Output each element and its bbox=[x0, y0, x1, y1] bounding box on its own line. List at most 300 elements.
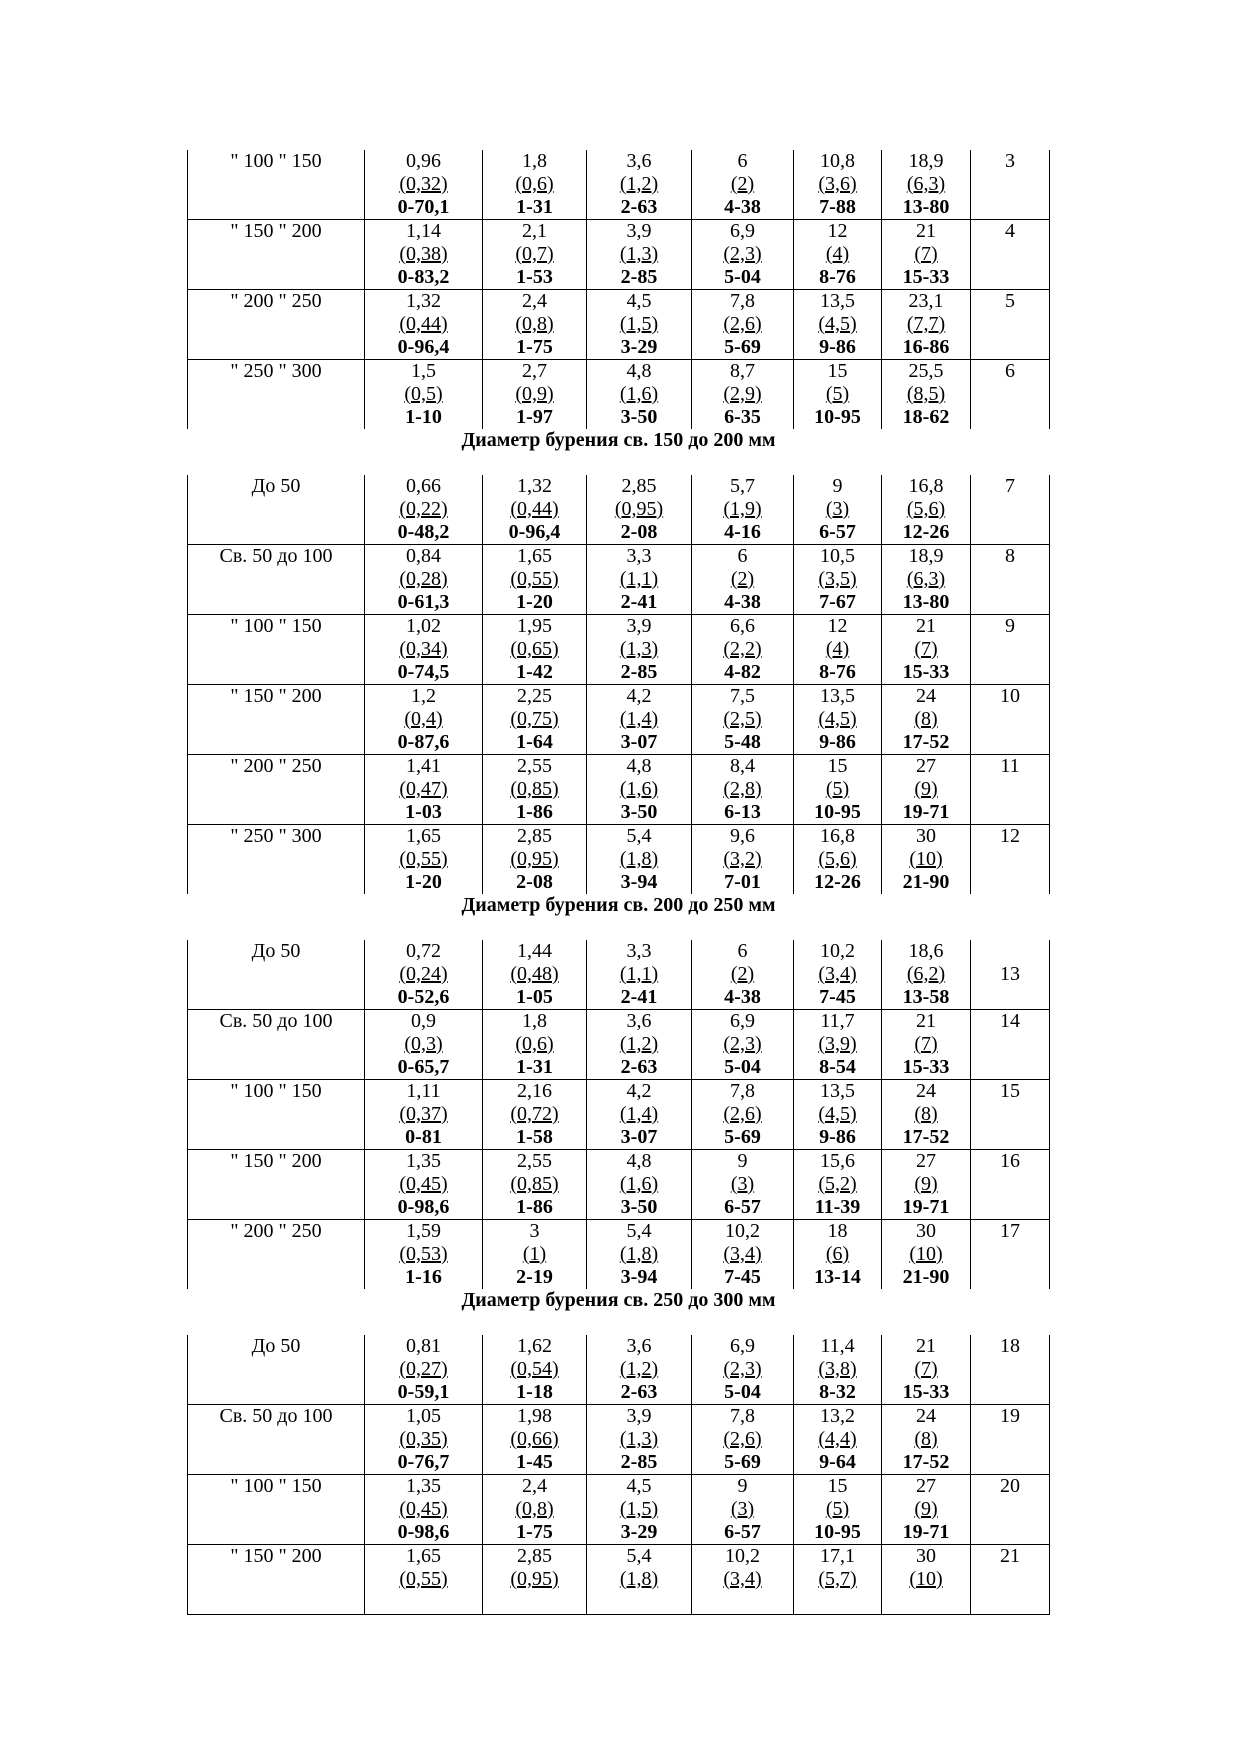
rate-cell bbox=[587, 220, 692, 290]
table-row bbox=[188, 475, 1050, 545]
rate-value-parenthesized: (0,28) bbox=[399, 568, 448, 590]
rate-value: 27 bbox=[916, 755, 936, 777]
row-number: 19 bbox=[1000, 1405, 1020, 1427]
row-number: 18 bbox=[1000, 1335, 1020, 1357]
rate-cell bbox=[882, 1335, 971, 1405]
row-number-cell bbox=[971, 1405, 1050, 1475]
rate-price: 1-86 bbox=[516, 801, 553, 823]
row-number: 20 bbox=[1000, 1475, 1020, 1497]
rate-value: 2,55 bbox=[517, 1150, 552, 1172]
rate-value-parenthesized: (2,3) bbox=[723, 243, 762, 265]
rate-value-parenthesized: (0,38) bbox=[399, 243, 448, 265]
depth-range-cell: " 100 " 150 bbox=[188, 615, 365, 685]
rate-value: 10,2 bbox=[725, 1545, 760, 1567]
rate-value: 3,9 bbox=[626, 1405, 652, 1427]
rate-cell bbox=[365, 755, 483, 825]
rate-price: 5-48 bbox=[724, 731, 761, 753]
rate-value-parenthesized: (1,9) bbox=[723, 498, 762, 520]
rate-price: 6-57 bbox=[724, 1521, 761, 1543]
rate-price: 3-29 bbox=[620, 1521, 658, 1543]
rate-value-parenthesized: (4) bbox=[825, 243, 850, 265]
rate-value: 6 bbox=[737, 150, 748, 172]
rate-price: 1-42 bbox=[516, 661, 553, 683]
rate-cell bbox=[587, 1335, 692, 1405]
rate-price: 0-76,7 bbox=[397, 1451, 450, 1473]
rate-value: 4,5 bbox=[626, 1475, 652, 1497]
rate-value: 2,4 bbox=[522, 290, 547, 312]
row-number: 15 bbox=[1000, 1080, 1020, 1102]
rate-value: 1,62 bbox=[517, 1335, 552, 1357]
rate-price: 1-20 bbox=[405, 871, 442, 893]
depth-range-cell: " 100 " 150 bbox=[188, 150, 365, 220]
rate-cell bbox=[882, 685, 971, 755]
rate-value: 21 bbox=[916, 1335, 936, 1357]
rate-value: 4,8 bbox=[626, 755, 652, 777]
rate-price: 0-98,6 bbox=[397, 1196, 450, 1218]
rate-value: 13,5 bbox=[820, 1080, 855, 1102]
rate-value: 0,84 bbox=[406, 545, 441, 567]
rate-price: 3-29 bbox=[620, 336, 658, 358]
rate-value: 0,72 bbox=[406, 940, 441, 962]
rate-value: 9 bbox=[737, 1475, 748, 1497]
rate-price: 1-64 bbox=[516, 731, 553, 753]
rate-value-parenthesized: (6) bbox=[825, 1243, 850, 1265]
rate-cell bbox=[365, 825, 483, 895]
rate-value: 15 bbox=[827, 1475, 848, 1497]
rate-value: 2,55 bbox=[517, 755, 552, 777]
rate-price: 12-26 bbox=[814, 871, 861, 893]
rate-value: 4,8 bbox=[626, 1150, 652, 1172]
rate-value-parenthesized: (7) bbox=[914, 1358, 938, 1380]
rate-value-parenthesized: (0,55) bbox=[399, 848, 448, 870]
rate-cell bbox=[483, 825, 587, 895]
rate-cell bbox=[882, 545, 971, 615]
row-number: 8 bbox=[1005, 545, 1015, 567]
table-row bbox=[188, 1010, 1050, 1080]
rate-cell bbox=[794, 1150, 882, 1220]
row-number-cell bbox=[971, 615, 1050, 685]
rate-cell bbox=[692, 1010, 794, 1080]
rate-price: 7-45 bbox=[819, 986, 856, 1008]
rate-cell bbox=[692, 685, 794, 755]
rate-value-parenthesized: (0,5) bbox=[404, 383, 443, 405]
rate-cell bbox=[587, 290, 692, 360]
depth-range-cell: Св. 50 до 100 bbox=[188, 545, 365, 615]
rate-value: 8,7 bbox=[730, 360, 755, 382]
rate-value-parenthesized: (5) bbox=[825, 1498, 850, 1520]
rate-value: 18,6 bbox=[908, 940, 944, 962]
rate-value-parenthesized: (0,35) bbox=[399, 1428, 448, 1450]
rate-price: 3-07 bbox=[620, 1126, 658, 1148]
rate-cell bbox=[692, 1080, 794, 1150]
rate-cell bbox=[483, 755, 587, 825]
rate-price: 1-20 bbox=[516, 591, 553, 613]
row-number: 5 bbox=[1005, 290, 1015, 312]
rate-value-parenthesized: (1,8) bbox=[619, 848, 659, 870]
rate-value: 4,5 bbox=[626, 290, 652, 312]
rate-cell bbox=[587, 685, 692, 755]
rate-price: 15-33 bbox=[902, 266, 950, 288]
rate-cell bbox=[587, 940, 692, 1010]
rate-value-parenthesized: (1,4) bbox=[619, 1103, 659, 1125]
rate-cell bbox=[794, 1405, 882, 1475]
rate-value-parenthesized: (2,8) bbox=[723, 778, 762, 800]
rate-cell bbox=[692, 755, 794, 825]
rate-price: 5-04 bbox=[724, 266, 761, 288]
rate-value-parenthesized: (0,47) bbox=[399, 778, 448, 800]
depth-range-cell: " 150 " 200 bbox=[188, 220, 365, 290]
rate-value: 15,6 bbox=[820, 1150, 855, 1172]
rate-price: 0-61,3 bbox=[397, 591, 450, 613]
table-row bbox=[188, 545, 1050, 615]
rate-value-parenthesized: (6,2) bbox=[906, 963, 946, 985]
rate-value: 6,9 bbox=[730, 220, 755, 242]
rate-cell bbox=[794, 1220, 882, 1290]
rate-price: 2-63 bbox=[620, 196, 658, 218]
rate-cell bbox=[692, 290, 794, 360]
rate-price: 15-33 bbox=[902, 1381, 950, 1403]
rate-value-parenthesized: (6,3) bbox=[906, 173, 946, 195]
rate-cell bbox=[794, 825, 882, 895]
rate-price: 19-71 bbox=[902, 1196, 950, 1218]
rate-cell bbox=[587, 825, 692, 895]
rate-cell bbox=[365, 1335, 483, 1405]
depth-range-cell: " 200 " 250 bbox=[188, 290, 365, 360]
rate-cell bbox=[882, 220, 971, 290]
rate-value: 13,5 bbox=[820, 685, 855, 707]
rate-cell bbox=[692, 1150, 794, 1220]
rate-cell bbox=[483, 545, 587, 615]
rate-price: 5-04 bbox=[724, 1381, 761, 1403]
rate-value: 4,8 bbox=[626, 360, 652, 382]
row-number: 16 bbox=[1000, 1150, 1020, 1172]
table-row bbox=[188, 615, 1050, 685]
rate-cell bbox=[692, 825, 794, 895]
rate-value-parenthesized: (3,4) bbox=[818, 963, 857, 985]
rate-value-parenthesized: (1,2) bbox=[619, 173, 659, 195]
rate-value: 2,85 bbox=[621, 475, 657, 497]
rate-cell bbox=[882, 360, 971, 430]
rate-value-parenthesized: (3,4) bbox=[723, 1568, 762, 1590]
rate-price: 7-45 bbox=[724, 1266, 761, 1288]
rate-cell bbox=[692, 545, 794, 615]
rate-value-parenthesized: (2,2) bbox=[723, 638, 762, 660]
rate-cell bbox=[365, 290, 483, 360]
rate-cell bbox=[365, 1545, 483, 1615]
rate-value: 10,8 bbox=[820, 150, 855, 172]
rate-cell bbox=[692, 220, 794, 290]
rate-value-parenthesized: (2) bbox=[730, 568, 755, 590]
rate-value-parenthesized: (9) bbox=[914, 1173, 938, 1195]
rate-cell bbox=[882, 150, 971, 220]
rate-value-parenthesized: (0,95) bbox=[510, 848, 559, 870]
rate-cell bbox=[483, 475, 587, 545]
rate-price bbox=[692, 1591, 793, 1614]
rate-value: 15 bbox=[827, 755, 848, 777]
rate-price: 5-69 bbox=[724, 336, 761, 358]
rate-value-parenthesized: (2,9) bbox=[723, 383, 762, 405]
depth-range-cell: " 150 " 200 bbox=[188, 685, 365, 755]
rate-value-parenthesized: (0,4) bbox=[404, 708, 443, 730]
rate-cell bbox=[794, 220, 882, 290]
rate-cell bbox=[587, 545, 692, 615]
rate-price: 5-69 bbox=[724, 1126, 761, 1148]
rate-price: 15-33 bbox=[902, 661, 950, 683]
rate-price: 1-16 bbox=[405, 1266, 442, 1288]
rate-price: 17-52 bbox=[902, 1126, 950, 1148]
rate-value-parenthesized: (2,6) bbox=[723, 1428, 762, 1450]
table-row bbox=[188, 1150, 1050, 1220]
row-number-cell bbox=[971, 1010, 1050, 1080]
rate-value-parenthesized: (0,75) bbox=[510, 708, 559, 730]
rate-value: 2,85 bbox=[517, 1545, 552, 1567]
rate-value: 1,65 bbox=[406, 1545, 441, 1567]
rate-value-parenthesized: (4,5) bbox=[818, 313, 857, 335]
rate-value-parenthesized: (2) bbox=[730, 173, 755, 195]
rate-price: 10-95 bbox=[814, 406, 861, 428]
rate-cell bbox=[365, 1080, 483, 1150]
rate-value-parenthesized: (0,85) bbox=[510, 1173, 559, 1195]
rate-value: 24 bbox=[916, 685, 936, 707]
rate-value: 5,4 bbox=[626, 1545, 652, 1567]
rate-cell bbox=[365, 615, 483, 685]
rate-value-parenthesized: (1,5) bbox=[619, 313, 659, 335]
rate-value: 9 bbox=[737, 1150, 748, 1172]
row-number: 11 bbox=[1000, 755, 1020, 777]
rate-value: 2,1 bbox=[522, 220, 547, 242]
depth-range-cell: " 200 " 250 bbox=[188, 1220, 365, 1290]
rate-price: 4-38 bbox=[724, 196, 761, 218]
rate-cell bbox=[692, 1545, 794, 1615]
rate-cell bbox=[882, 475, 971, 545]
rate-value: 21 bbox=[916, 220, 936, 242]
rate-value: 24 bbox=[916, 1405, 936, 1427]
rate-price: 10-95 bbox=[814, 801, 861, 823]
rate-cell bbox=[882, 615, 971, 685]
rate-value-parenthesized: (0,3) bbox=[404, 1033, 443, 1055]
rate-value-parenthesized: (5,6) bbox=[818, 848, 857, 870]
rate-value-parenthesized: (0,44) bbox=[510, 498, 559, 520]
rate-cell bbox=[587, 150, 692, 220]
rate-value-parenthesized: (2,5) bbox=[723, 708, 762, 730]
rate-price bbox=[587, 1591, 691, 1614]
rate-price: 1-75 bbox=[516, 1521, 553, 1543]
rate-price: 18-62 bbox=[902, 406, 950, 428]
section-heading: Диаметр бурения св. 150 до 200 мм bbox=[461, 429, 776, 451]
rate-cell bbox=[794, 685, 882, 755]
rate-cell bbox=[365, 685, 483, 755]
rate-cell bbox=[365, 150, 483, 220]
row-number-cell bbox=[971, 755, 1050, 825]
rate-value-parenthesized: (0,32) bbox=[399, 173, 448, 195]
rate-value-parenthesized: (7,7) bbox=[906, 313, 946, 335]
rate-value-parenthesized: (0,6) bbox=[515, 173, 554, 195]
rate-value: 13,5 bbox=[820, 290, 855, 312]
rate-price: 13-14 bbox=[814, 1266, 861, 1288]
rate-value-parenthesized: (1,3) bbox=[619, 638, 659, 660]
rate-value: 1,35 bbox=[406, 1475, 441, 1497]
rate-price: 13-80 bbox=[902, 196, 950, 218]
section-heading-row bbox=[188, 1289, 1050, 1335]
rate-cell bbox=[365, 1150, 483, 1220]
depth-range-cell: " 250 " 300 bbox=[188, 360, 365, 430]
rate-value: 30 bbox=[916, 825, 936, 847]
rate-value-parenthesized: (1) bbox=[522, 1243, 547, 1265]
rate-cell bbox=[365, 1405, 483, 1475]
rate-cell bbox=[365, 220, 483, 290]
rate-value-parenthesized: (1,1) bbox=[619, 568, 659, 590]
rate-price: 6-57 bbox=[724, 1196, 761, 1218]
rate-price: 1-10 bbox=[405, 406, 442, 428]
rate-price: 2-41 bbox=[620, 591, 658, 613]
rate-cell bbox=[794, 1080, 882, 1150]
rate-price: 0-83,2 bbox=[397, 266, 450, 288]
row-number-cell bbox=[971, 940, 1050, 1010]
rate-cell bbox=[587, 755, 692, 825]
rate-value-parenthesized: (0,34) bbox=[399, 638, 448, 660]
rate-cell bbox=[483, 1150, 587, 1220]
rate-price: 1-58 bbox=[516, 1126, 553, 1148]
table-row bbox=[188, 220, 1050, 290]
rate-value: 1,95 bbox=[517, 615, 552, 637]
rate-price: 2-08 bbox=[620, 521, 658, 543]
rate-value: 4,2 bbox=[626, 1080, 652, 1102]
table-row bbox=[188, 360, 1050, 430]
rates-table bbox=[187, 150, 1050, 1615]
rate-value: 18,9 bbox=[908, 150, 944, 172]
rate-value: 1,8 bbox=[522, 1010, 547, 1032]
rate-cell bbox=[794, 545, 882, 615]
rate-price: 1-97 bbox=[516, 406, 553, 428]
rate-value-parenthesized: (9) bbox=[914, 1498, 938, 1520]
rate-value: 18,9 bbox=[908, 545, 944, 567]
rate-value: 17,1 bbox=[820, 1545, 855, 1567]
rate-value-parenthesized: (0,48) bbox=[510, 963, 559, 985]
rate-cell bbox=[365, 475, 483, 545]
rate-price: 0-74,5 bbox=[397, 661, 450, 683]
rate-cell bbox=[365, 360, 483, 430]
rate-value: 11,7 bbox=[820, 1010, 855, 1032]
rate-price: 2-19 bbox=[516, 1266, 553, 1288]
rate-cell bbox=[587, 1010, 692, 1080]
rate-value-parenthesized: (8) bbox=[914, 1103, 938, 1125]
rate-value-parenthesized: (5,6) bbox=[906, 498, 946, 520]
rate-value-parenthesized: (3,9) bbox=[818, 1033, 857, 1055]
rate-value: 3 bbox=[529, 1220, 540, 1242]
section-heading-row bbox=[188, 429, 1050, 475]
rate-value-parenthesized: (0,95) bbox=[510, 1568, 559, 1590]
rate-price: 10-95 bbox=[814, 1521, 861, 1543]
rate-value: 1,44 bbox=[517, 940, 552, 962]
depth-range-cell: " 200 " 250 bbox=[188, 755, 365, 825]
rate-price: 5-69 bbox=[724, 1451, 761, 1473]
rate-value: 10,2 bbox=[820, 940, 855, 962]
rate-price: 1-05 bbox=[516, 986, 553, 1008]
rate-cell bbox=[587, 1080, 692, 1150]
row-number: 14 bbox=[1000, 1010, 1020, 1032]
rate-value-parenthesized: (5) bbox=[825, 383, 850, 405]
rate-cell bbox=[483, 1010, 587, 1080]
table-row bbox=[188, 755, 1050, 825]
section-heading: Диаметр бурения св. 250 до 300 мм bbox=[461, 1289, 776, 1311]
rate-value: 7,5 bbox=[730, 685, 755, 707]
rate-value-parenthesized: (1,6) bbox=[619, 778, 659, 800]
rate-value-parenthesized: (0,85) bbox=[510, 778, 559, 800]
rate-value-parenthesized: (3,6) bbox=[818, 173, 857, 195]
rate-value: 6 bbox=[737, 545, 748, 567]
row-number: 13 bbox=[1000, 963, 1020, 985]
rate-value-parenthesized: (1,2) bbox=[619, 1358, 659, 1380]
rate-value: 21 bbox=[916, 1010, 936, 1032]
rate-cell bbox=[882, 1150, 971, 1220]
rate-value-parenthesized: (3,4) bbox=[723, 1243, 762, 1265]
rate-value-parenthesized: (3,8) bbox=[818, 1358, 857, 1380]
row-number-cell bbox=[971, 360, 1050, 430]
rate-value: 1,5 bbox=[411, 360, 436, 382]
rate-cell bbox=[365, 940, 483, 1010]
rate-value: 10,5 bbox=[820, 545, 855, 567]
rate-price: 0-65,7 bbox=[397, 1056, 450, 1078]
rate-price bbox=[794, 1591, 881, 1614]
rate-price: 7-88 bbox=[819, 196, 856, 218]
rate-price: 2-41 bbox=[620, 986, 658, 1008]
rate-value: 1,32 bbox=[406, 290, 441, 312]
rate-price: 2-85 bbox=[620, 266, 658, 288]
rate-price: 2-08 bbox=[516, 871, 553, 893]
rate-value: 2,4 bbox=[522, 1475, 547, 1497]
rate-cell bbox=[692, 360, 794, 430]
rate-value: 0,66 bbox=[406, 475, 441, 497]
rate-value-parenthesized: (4) bbox=[825, 638, 850, 660]
rate-cell bbox=[483, 685, 587, 755]
rate-price: 4-38 bbox=[724, 986, 761, 1008]
rate-value-parenthesized: (0,66) bbox=[510, 1428, 559, 1450]
rate-price bbox=[483, 1591, 586, 1614]
rate-value-parenthesized: (2,3) bbox=[723, 1358, 762, 1380]
rate-value-parenthesized: (3,2) bbox=[723, 848, 762, 870]
table-row bbox=[188, 1405, 1050, 1475]
rate-price: 6-35 bbox=[724, 406, 761, 428]
rate-value: 6,6 bbox=[730, 615, 755, 637]
rate-value: 2,85 bbox=[517, 825, 552, 847]
rate-value: 16,8 bbox=[820, 825, 855, 847]
row-number-cell bbox=[971, 1150, 1050, 1220]
rate-value-parenthesized: (1,2) bbox=[619, 1033, 659, 1055]
rate-value-parenthesized: (0,6) bbox=[515, 1033, 554, 1055]
rate-value-parenthesized: (0,27) bbox=[399, 1358, 448, 1380]
rate-price: 1-31 bbox=[516, 196, 553, 218]
rate-price: 2-85 bbox=[620, 661, 658, 683]
rate-cell bbox=[794, 475, 882, 545]
rate-value: 3,3 bbox=[626, 940, 652, 962]
rate-cell bbox=[483, 220, 587, 290]
rate-price: 1-18 bbox=[516, 1381, 553, 1403]
rate-price: 8-76 bbox=[819, 266, 856, 288]
rate-price: 3-07 bbox=[620, 731, 658, 753]
depth-range-cell: До 50 bbox=[188, 940, 365, 1010]
rate-value-parenthesized: (4,5) bbox=[818, 1103, 857, 1125]
rate-value-parenthesized: (0,22) bbox=[399, 498, 448, 520]
rate-cell bbox=[794, 290, 882, 360]
rate-value: 0,9 bbox=[411, 1010, 436, 1032]
rate-cell bbox=[882, 1010, 971, 1080]
depth-range-cell: " 250 " 300 bbox=[188, 825, 365, 895]
rate-value-parenthesized: (3) bbox=[730, 1173, 755, 1195]
row-number-cell bbox=[971, 685, 1050, 755]
rate-value-parenthesized: (2,3) bbox=[723, 1033, 762, 1055]
rate-cell bbox=[483, 360, 587, 430]
rate-cell bbox=[483, 615, 587, 685]
